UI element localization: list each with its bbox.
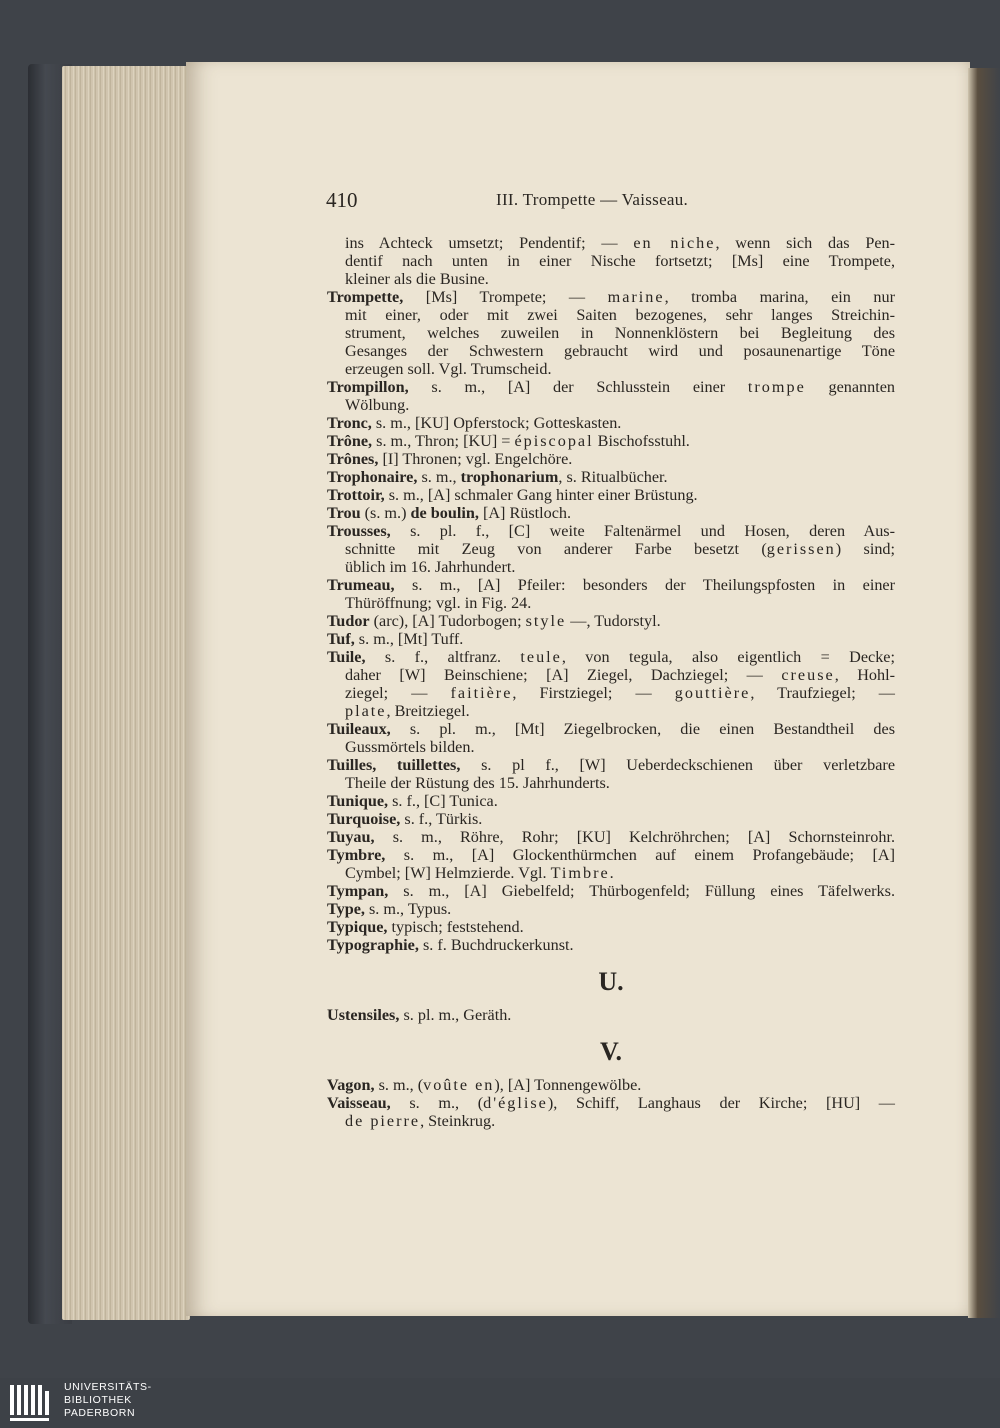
- headword: Trompillon,: [327, 378, 409, 396]
- entry-tunique: Tunique, s. f., [C] Tunica.: [327, 792, 498, 810]
- entry-vagon: Vagon, s. m., (voûte en), [A] Tonnengewölbe.: [327, 1076, 642, 1094]
- section-heading-v: V.: [600, 1037, 622, 1066]
- logo-line: PADERBORN: [64, 1407, 136, 1419]
- text-line: dentif nach unten in einer Nische fortsetzt; [Ms] eine Trompete,: [345, 252, 895, 270]
- page-number: 410: [326, 188, 358, 212]
- headword: Trône,: [327, 432, 373, 450]
- headword: Turquoise,: [327, 810, 401, 828]
- headword: Typographie,: [327, 936, 419, 954]
- library-logo-text: [64, 1381, 152, 1420]
- entry-turquoise: Turquoise, s. f., Türkis.: [327, 810, 483, 828]
- headword: Tuile,: [327, 648, 366, 666]
- headword: Tymbre,: [327, 846, 386, 864]
- entry-trompillon: Trompillon, s. m., [A] der Schlusstein einer trompe genannten: [327, 378, 895, 396]
- entry-tudor: Tudor (arc), [A] Tudorbogen; style —, Tudorstyl.: [327, 612, 661, 630]
- entry-typique: Typique, typisch; feststehend.: [327, 918, 524, 936]
- entry-tymbre: Tymbre, s. m., [A] Glockenthürmchen auf einem Profangebäude; [A]: [327, 846, 895, 864]
- headword: Trônes,: [327, 450, 379, 468]
- text-line: ins Achteck umsetzt; Pendentif; — en niche, wenn sich das Pen-: [345, 234, 895, 252]
- section-heading-u: U.: [598, 967, 624, 996]
- logo-line: UNIVERSITÄTS-: [64, 1381, 152, 1393]
- entry-trone: Trône, s. m., Thron; [KU] = épiscopal Bischofsstuhl.: [327, 432, 690, 450]
- text-line: kleiner als die Busine.: [345, 270, 489, 288]
- entry-tronc: Tronc, s. m., [KU] Opferstock; Gotteskasten.: [327, 414, 622, 432]
- entry-trones: Trônes, [I] Thronen; vgl. Engelchöre.: [327, 450, 573, 468]
- entry-tuf: Tuf, s. m., [Mt] Tuff.: [327, 630, 464, 648]
- text-line: Cymbel; [W] Helmzierde. Vgl. Timbre.: [345, 864, 614, 882]
- headword: Trottoir,: [327, 486, 385, 504]
- entry-tuyau: Tuyau, s. m., Röhre, Rohr; [KU] Kelchröhrchen; [A] Schornsteinrohr.: [327, 828, 895, 846]
- headword: Tuilles, tuillettes,: [327, 756, 461, 774]
- text-line: daher [W] Beinschiene; [A] Ziegel, Dachziegel; — creuse, Hohl-: [345, 666, 895, 684]
- text-line: de pierre, Steinkrug.: [345, 1112, 496, 1130]
- headword: Trousses,: [327, 522, 391, 540]
- headword: Trophonaire,: [327, 468, 418, 486]
- text-line: erzeugen soll. Vgl. Trumscheid.: [345, 360, 552, 378]
- entry-ustensiles: Ustensiles, s. pl. m., Geräth.: [327, 1006, 512, 1024]
- entry-trumeau: Trumeau, s. m., [A] Pfeiler: besonders der Theilungspfosten in einer: [327, 576, 895, 594]
- text-line: Gussmörtels bilden.: [345, 738, 475, 756]
- headword: Tympan,: [327, 882, 389, 900]
- headword: Tuf,: [327, 630, 355, 648]
- headword: Trou: [327, 504, 361, 522]
- text-line: Thüröffnung; vgl. in Fig. 24.: [345, 594, 532, 612]
- headword: Tuyau,: [327, 828, 375, 846]
- entry-type: Type, s. m., Typus.: [327, 900, 452, 918]
- running-head: III. Trompette — Vaisseau.: [496, 190, 689, 209]
- headword: Ustensiles,: [327, 1006, 400, 1024]
- dictionary-text: [327, 234, 895, 1130]
- headword: Typique,: [327, 918, 388, 936]
- headword: Trumeau,: [327, 576, 395, 594]
- headword: Vagon,: [327, 1076, 375, 1094]
- logo-line: BIBLIOTHEK: [64, 1394, 132, 1406]
- text-line: Wölbung.: [345, 396, 410, 414]
- entry-tuilles: Tuilles, tuillettes, s. pl f., [W] Ueberdeckschienen über verletzbare: [327, 756, 896, 774]
- library-logo-icon: [8, 1381, 60, 1425]
- entry-trou: Trou (s. m.) de boulin, [A] Rüstloch.: [327, 504, 572, 522]
- entry-tympan: Tympan, s. m., [A] Giebelfeld; Thürbogenfeld; Füllung eines Täfelwerks.: [327, 882, 895, 900]
- text-line: üblich im 16. Jahrhundert.: [345, 558, 516, 576]
- headword: Tronc,: [327, 414, 372, 432]
- headword: Tudor: [327, 612, 370, 630]
- entry-tuile: Tuile, s. f., altfranz. teule, von tegula, also eigentlich = Decke;: [327, 648, 895, 666]
- text-line: schnitte mit Zeug von anderer Farbe besetzt (gerissen) sind;: [345, 540, 895, 558]
- headword: Trompette,: [327, 288, 404, 306]
- page-gutter: [968, 68, 1000, 1318]
- entry-tuileaux: Tuileaux, s. pl. m., [Mt] Ziegelbrocken, die einen Bestandtheil des: [327, 720, 895, 738]
- entry-trottoir: Trottoir, s. m., [A] schmaler Gang hinter einer Brüstung.: [327, 486, 698, 504]
- text-line: strument, welches zuweilen in Nonnenklöstern bei Begleitung des: [345, 324, 895, 342]
- headword: Tuileaux,: [327, 720, 391, 738]
- headword: Vaisseau,: [327, 1094, 391, 1112]
- text-line: ziegel; — faitière, Firstziegel; — gouttière, Traufziegel; —: [345, 684, 895, 702]
- headword: Type,: [327, 900, 365, 918]
- text-line: Gesanges der Schwestern gebraucht wird und posaunenartige Töne: [345, 342, 895, 360]
- text-line: mit einer, oder mit zwei Saiten bezogenes, sehr langes Streichin-: [345, 306, 895, 324]
- entry-vaisseau: Vaisseau, s. m., (d'église), Schiff, Langhaus der Kirche; [HU] —: [327, 1094, 895, 1112]
- entry-trophonaire: Trophonaire, s. m., trophonarium, s. Ritualbücher.: [327, 468, 668, 486]
- entry-typographie: Typographie, s. f. Buchdruckerkunst.: [327, 936, 574, 954]
- text-line: Theile der Rüstung des 15. Jahrhunderts.: [345, 774, 610, 792]
- page-edges: [62, 66, 190, 1320]
- headword: Tunique,: [327, 792, 389, 810]
- entry-trompette: Trompette, [Ms] Trompete; — marine, tromba marina, ein nur: [327, 288, 895, 306]
- text-line: plate, Breitziegel.: [345, 702, 470, 720]
- entry-trousses: Trousses, s. pl. f., [C] weite Faltenärmel und Hosen, deren Aus-: [327, 522, 895, 540]
- page-header: [326, 188, 896, 218]
